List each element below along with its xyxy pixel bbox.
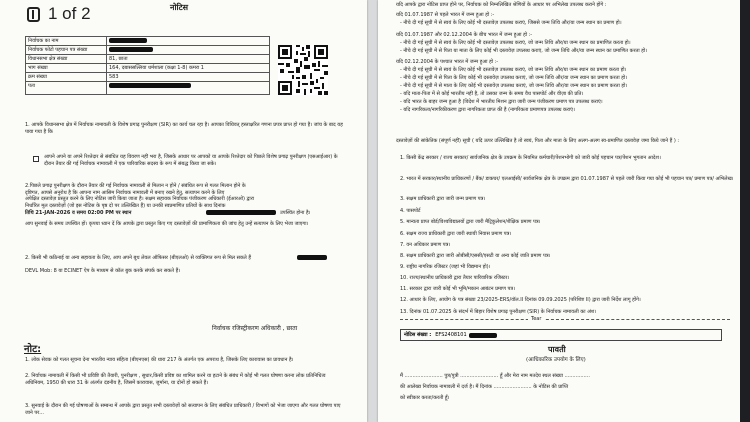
document-item: 13. दिनांक 01.07.2025 के संदर्भ में बिहार विशेष प्रगाढ़ पुनरीक्षण (SIR) के निर्वाचक नामावली का अंश। <box>400 309 597 315</box>
page-edge-shadow <box>740 0 750 422</box>
table-row <box>26 64 270 73</box>
redaction-mark <box>297 255 327 260</box>
redaction-mark <box>109 83 191 88</box>
page-indicator[interactable] <box>27 4 91 24</box>
tear-line <box>400 319 730 320</box>
category-line: - नीचे दी गई सूची में से स्वयं के लिए कोई भी दस्तावेज़ उपलब्ध कराएं, जो जन्म तिथि और/या जन्म स्थान का प्रमाण करता हो। <box>400 67 627 73</box>
category-line: - यदि माता-पिता में से कोई भारतीय नहीं है, तो उसका जन्म के समय वैध पासपोर्ट और वीज़ा की प्रति। <box>400 91 584 97</box>
table-value <box>107 82 270 95</box>
hearing-tail: उपस्थित होना है। <box>280 210 311 216</box>
notice-page-1 <box>0 0 367 422</box>
table-row <box>26 73 270 82</box>
notice-number-box <box>400 329 722 341</box>
document-item: 5. मान्यता प्राप्त बोर्ड/विश्वविद्यालयों द्वारा जारी मैट्रिकुलेशन/शैक्षिक प्रमाण पत्र। <box>400 219 541 225</box>
notice-title: नोटिस <box>170 3 189 12</box>
document-item: 2. भारत में सरकार/स्थानीय प्राधिकरणों / बैंक/ डाकघर/ एलआईसी/ सार्वजनिक क्षेत्र के उपक्रम द्वारा 01.07.1987 से पहले जारी किया गया कोई भी पहचान पत्र/ प्रमाण पत्र/ अभिलेख। <box>400 176 734 182</box>
category-line: यदि 01.07.1987 और 02.12.2004 के बीच भारत में जन्म हुआ हो :- <box>396 32 533 38</box>
page2-intro: यदि आपके द्वारा नोटिस प्राप्त होने पर, निर्वाचक को निम्नलिखित श्रेणियों के आधार पर अभिलेख उपलब्ध कराने होंगे : <box>396 2 607 8</box>
document-item: 11. सरकार द्वारा जारी कोई भी भूमि/मकान आबंटन प्रमाण पत्र। <box>400 286 516 292</box>
document-item: 12. आधार के लिए, आयोग के पत्र संख्या 23/2025-ERS/वॉल.II दिनांक 09.09.2025 (परिशिष्ट II) द्वारा जारी निर्देश लागू होंगे। <box>400 297 641 303</box>
paragraph-1: 1. आपके विधानसभा क्षेत्र में निर्वाचक नामावली के विशेष प्रगाढ़ पुनरीक्षण (SIR) का कार्य चल रहा है। आपका विधिवत् हस्ताक्षरित गणना प्रपत्र प्राप्त हो गया है। जांच के बाद यह पाया गया है कि <box>25 122 343 135</box>
paragraph-2 <box>25 183 350 209</box>
document-item: 6. सक्षम राज्य प्राधिकारी द्वारा जारी स्थायी निवास प्रमाण पत्र। <box>400 231 512 237</box>
table-key: क्रम संख्या <box>26 73 107 82</box>
document-item: 8. सक्षम प्राधिकारी द्वारा जारी ओबीसी/एससी/एसटी या अन्य कोई जाति प्रमाण पत्र। <box>400 253 551 259</box>
document-item: 7. वन अधिकार प्रमाण पत्र। <box>400 242 451 248</box>
category-line: - नीचे दी गई सूची में से स्वयं के लिए कोई भी दस्तावेज़ उपलब्ध कराएं, जो जन्म तिथि और/या जन्म स्थान का प्रमाणित करता हो। <box>400 40 631 46</box>
table-key: निर्वाचक का नाम <box>26 37 107 46</box>
tear-label: Tear <box>528 316 544 323</box>
note-item: 1. लोक सेवक को गलत सूचना देना भारतीय न्याय संहिता (बीएनएस) की धारा 217 के अंतर्गत एक अपराध है, जिसके लिए कारावास का प्रावधान है। <box>25 357 294 363</box>
receipt-line: को स्वीकार करता/करती हूँ। <box>400 395 450 401</box>
redaction-mark <box>109 38 147 43</box>
receipt-subtitle: (आधिकारिक उपयोग के लिए) <box>526 357 586 363</box>
category-line: - नीचे दी गई सूची में से पिता या माता के लिए कोई भी दस्तावेज़ उपलब्ध कराएं, जो जन्म तिथि और/या जन्म स्थान का प्रमाणित करता हो। <box>400 48 648 54</box>
paragraph-3: आप सुनवाई के समय उपस्थित हों। कृपया ध्यान दें कि आपके द्वारा प्रस्तुत किए गए दस्तावेज़ों की प्रामाणिकता की जांच हेतु उन्हें सत्यापन के लिए भेजा जाएगा। <box>25 221 309 227</box>
table-row <box>26 46 270 55</box>
voter-info-table <box>25 36 270 95</box>
document-item: 4. पासपोर्ट <box>400 208 421 214</box>
paragraph-2-line: दृष्टिगत, आपसे अनुरोध है कि आपना नाम आसिम निर्वाचक नामावली में बनाए रखने हेतु, सत्यापन करने के लिए <box>25 189 225 196</box>
redaction-mark <box>469 333 497 338</box>
viewer-toolbar <box>0 0 367 28</box>
hearing-datetime: तिथि 21-JAN-2026 व समय 02:00 PM पर स्थान <box>25 210 132 216</box>
table-row <box>26 82 270 95</box>
page-indicator-text: 1 of 2 <box>48 4 91 23</box>
table-key: निर्वाचक फोटो पहचान पत्र संख्या <box>26 46 107 55</box>
category-line: - नीचे दी गई सूची में से पिता के लिए कोई भी दस्तावेज़ उपलब्ध कराएं, जो जन्म तिथि और/या जन्म स्थान का प्रमाण करता हो। <box>400 75 628 81</box>
checkbox-text: आपने अपने या अपने रिश्तेदार से संबंधित यह विवरण नहीं भरा है, जिसके आधार पर आपको या आपके रिश्तेदार को पिछले विशेष प्रगाढ़ पुनरीक्षण (एसआईआर) के दौरान तैयार की गई निर्वाचक नामावली में एक पारिवारिक सदस्य के रूप में संबद्ध किया जा सके। <box>44 154 338 167</box>
category-line: यदि 02.12.2004 के पश्चात भारत में जन्म हुआ हो :- <box>396 59 499 65</box>
table-row <box>26 37 270 46</box>
table-key: भाग संख्या <box>26 64 107 73</box>
category-line: यदि 01.07.1987 से पहले भारत में जन्म हुआ हो :- <box>396 12 495 18</box>
table-value: 164, दबाससल्लिया धर्मशाला (कक्षा 1-8) कमरा 1 <box>107 64 270 73</box>
redaction-mark <box>206 210 276 215</box>
category-line: - यदि भारत के बाहर जन्म हुआ है (विदेश में भारतीय मिशन द्वारा जारी जन्म पंजीकरण प्रमाण पत्र उपलब्ध कराएं। <box>400 99 603 105</box>
table-key: पता <box>26 82 107 95</box>
notice-number: EFS2408101 <box>435 332 467 338</box>
paragraph-2-line: निर्धारित मूल दस्तावेज़ों (जो इस नोटिस के पृष्ठ दो पर उल्लिखित हैं) या उनकी स्वप्रमाणित प्रतियों के साथ दिनांक <box>25 202 226 209</box>
table-value: 81, छाता <box>107 55 270 64</box>
category-line: - नीचे दी गई सूची में से स्वयं के लिए कोई भी दस्तावेज़ उपलब्ध कराएं, जिससे जन्म तिथि और/या जन्म स्थान का प्रमाण हो। <box>400 20 622 26</box>
documents-intro: दस्तावेज़ों की सांकेतिक (संपूर्ण नहीं) सूची ( यदि ऊपर उल्लिखित है तो स्वयं, पिता और माता के लिए अलग-अलग स्व-प्रमाणित दस्तावेज़ जमा किये जाने हैं ) : <box>396 138 680 144</box>
redaction-mark <box>109 47 153 52</box>
document-item: 10. राज्य/स्थानीय प्राधिकारी द्वारा तैयार पारिवारिक रजिस्टर। <box>400 275 510 281</box>
document-item: 3. सक्षम प्राधिकारी द्वारा जारी जन्म प्रमाण पत्र। <box>400 196 486 202</box>
table-key: विधानसभा क्षेत्र संख्या <box>26 55 107 64</box>
paragraph-4: 2. किसी भी कठिनाई या अन्य सहायता के लिए, आप अपने बूथ लेवल ऑफिसर (बीएलओ) से व्यक्तिगत रूप से मिल सकते हैं <box>25 255 251 261</box>
document-item: 9. राष्ट्रीय नागरिक रजिस्टर (जहां भी विद्यमान हो)। <box>400 264 491 270</box>
category-line: - यदि नागरिकता/नागरिकीकरण द्वारा नागरिकता प्राप्त की है (नागरिकता प्रमाणपत्र उपलब्ध कराएं। <box>400 107 575 113</box>
table-row <box>26 55 270 64</box>
qr-code-icon <box>277 45 329 95</box>
signature-line: निर्वाचक रजिस्ट्रीकरण अधिकारी , छाता <box>212 325 298 332</box>
table-value <box>107 37 270 46</box>
paragraph-2-line: 2.पिछले प्रगाढ़ पुनरीक्षण के दौरान तैयार की गई निर्वाचक नामावली से मिलान न होने / संबंधित रूप से गलत मिलान होने के <box>25 183 246 189</box>
paragraph-4b: DEVL Mob: 8 या ECINET ऐप के माध्यम से कॉल बुक करके संपर्क कर सकते हैं। <box>25 268 181 274</box>
family-mapping-checkbox[interactable] <box>33 156 39 162</box>
note-item: 3. सुनवाई के दौरान की गई घोषणाओं के सम्बन्ध में आपके द्वारा प्रस्तुत सभी दस्तावेज़ों को सत्यापन के लिए संबंधित प्राधिकारी / विभागों को भेजा जाएगा और गलत घोषणा पाए जाने पर... <box>25 403 341 416</box>
notice-page-2 <box>378 0 750 422</box>
note-title: नोट: <box>24 344 42 355</box>
table-value: 583 <box>107 73 270 82</box>
notice-number-label: नोटिस संख्या : <box>404 332 432 338</box>
page-thumbnail-icon[interactable] <box>27 7 40 22</box>
receipt-title: पावती <box>548 345 566 354</box>
category-line: - नीचे दी गई सूची में से माता के लिए कोई भी दस्तावेज़ उपलब्ध कराएं, जो जन्म तिथि और/या जन्म स्थान का प्रमाण करता हो। <box>400 83 628 89</box>
receipt-line: मैं ........................ पुत्र/पुत्री ........................ हूँ और मेरा नाम मतदेय स्थल संख्या ................ <box>400 373 590 379</box>
note-item: 2. निर्वाचक नामावली में किसी भी प्रविष्टि की तैयारी, पुनरीक्षण , सुधार,किसी प्रविष्ट का शामिल करने या हटाने के संबंध में कोई भी गलत घोषणा करना लोक प्रतिनिधित्व अधिनियम, 1950 की धारा 31 के अंतर्गत दंडनीय है, जिसमें कारावास, जुर्माना, या दोनों हो सकते हैं। <box>25 373 326 386</box>
paragraph-2-line: अपेक्षित दस्तावेज़ प्रस्तुत करने के लिए नोटिस जारी किया जाता है। सक्षम सहायक निर्वाचक पंजीकरण अधिकारी (ईआरओ) द्वारा <box>25 196 255 203</box>
table-value <box>107 46 270 55</box>
document-item: 1. किसी केंद्र सरकार / राज्य सरकार/ सार्वजनिक क्षेत्र के उपक्रम के नियमित कर्मचारी/पेंशनभोगी को जारी कोई पहचान पत्र/पेंशन भुगतान आदेश। <box>400 155 661 161</box>
receipt-line: की आलेख्य निर्वाचक नामावली में दर्ज है। मैं दिनांक ........................ के नोटिस की प्राप्ति <box>400 384 569 390</box>
